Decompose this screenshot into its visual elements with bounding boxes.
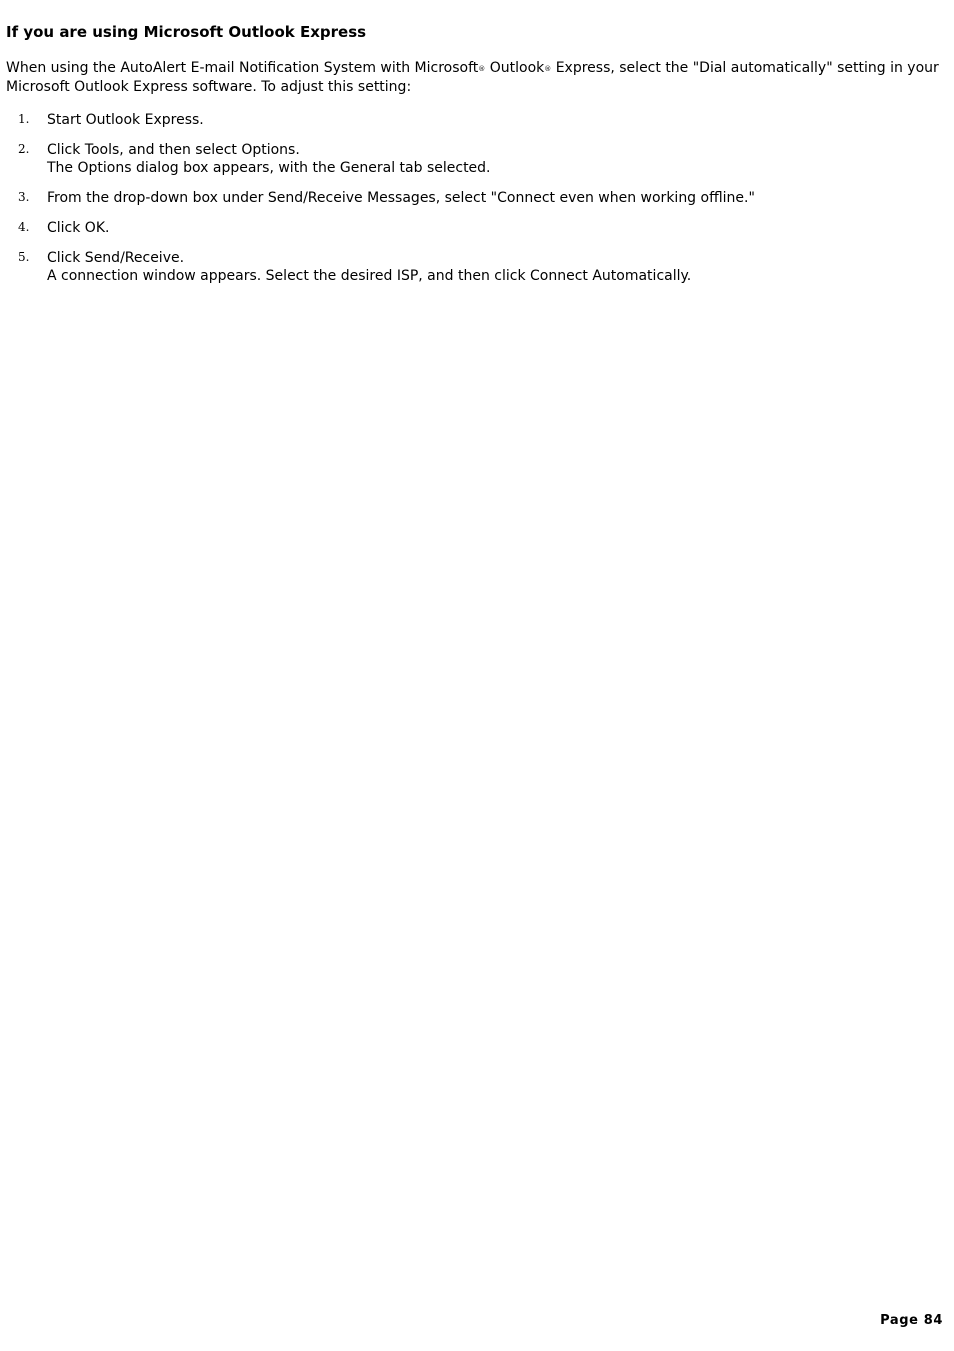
steps-list — [0, 111, 950, 297]
step-note: A connection window appears. Select the desired ISP, and then click Connect Automatically. — [47, 268, 692, 284]
step-number: 2. — [18, 142, 30, 156]
step-text: From the drop-down box under Send/Receive Messages, select "Connect even when working offline." — [47, 190, 755, 206]
intro-paragraph — [6, 60, 948, 96]
step-note: The Options dialog box appears, with the General tab selected. — [47, 160, 491, 176]
step-item — [0, 111, 950, 129]
step-text: Click Tools, and then select Options. — [47, 142, 300, 158]
intro-text-part1: When using the AutoAlert E-mail Notification System with Microsoft — [6, 60, 479, 76]
step-number: 1. — [18, 112, 30, 126]
page-number: Page 84 — [880, 1313, 943, 1328]
step-text: Click OK. — [47, 220, 110, 236]
step-text: Click Send/Receive. — [47, 250, 185, 266]
intro-text-part3: Express, select the "Dial automatically" setting in your Microsoft Outlook Express software. To adjust this setting: — [6, 60, 939, 95]
step-number: 3. — [18, 190, 30, 204]
registered-mark: ® — [478, 65, 486, 73]
step-item — [0, 249, 950, 285]
step-text: Start Outlook Express. — [47, 112, 204, 128]
registered-mark: ® — [544, 65, 552, 73]
step-item — [0, 141, 950, 177]
step-number: 4. — [18, 220, 30, 234]
step-number: 5. — [18, 250, 30, 264]
step-item — [0, 219, 950, 237]
step-item — [0, 189, 950, 207]
intro-text-part2: Outlook — [485, 60, 545, 76]
page-title: If you are using Microsoft Outlook Express — [6, 23, 367, 41]
